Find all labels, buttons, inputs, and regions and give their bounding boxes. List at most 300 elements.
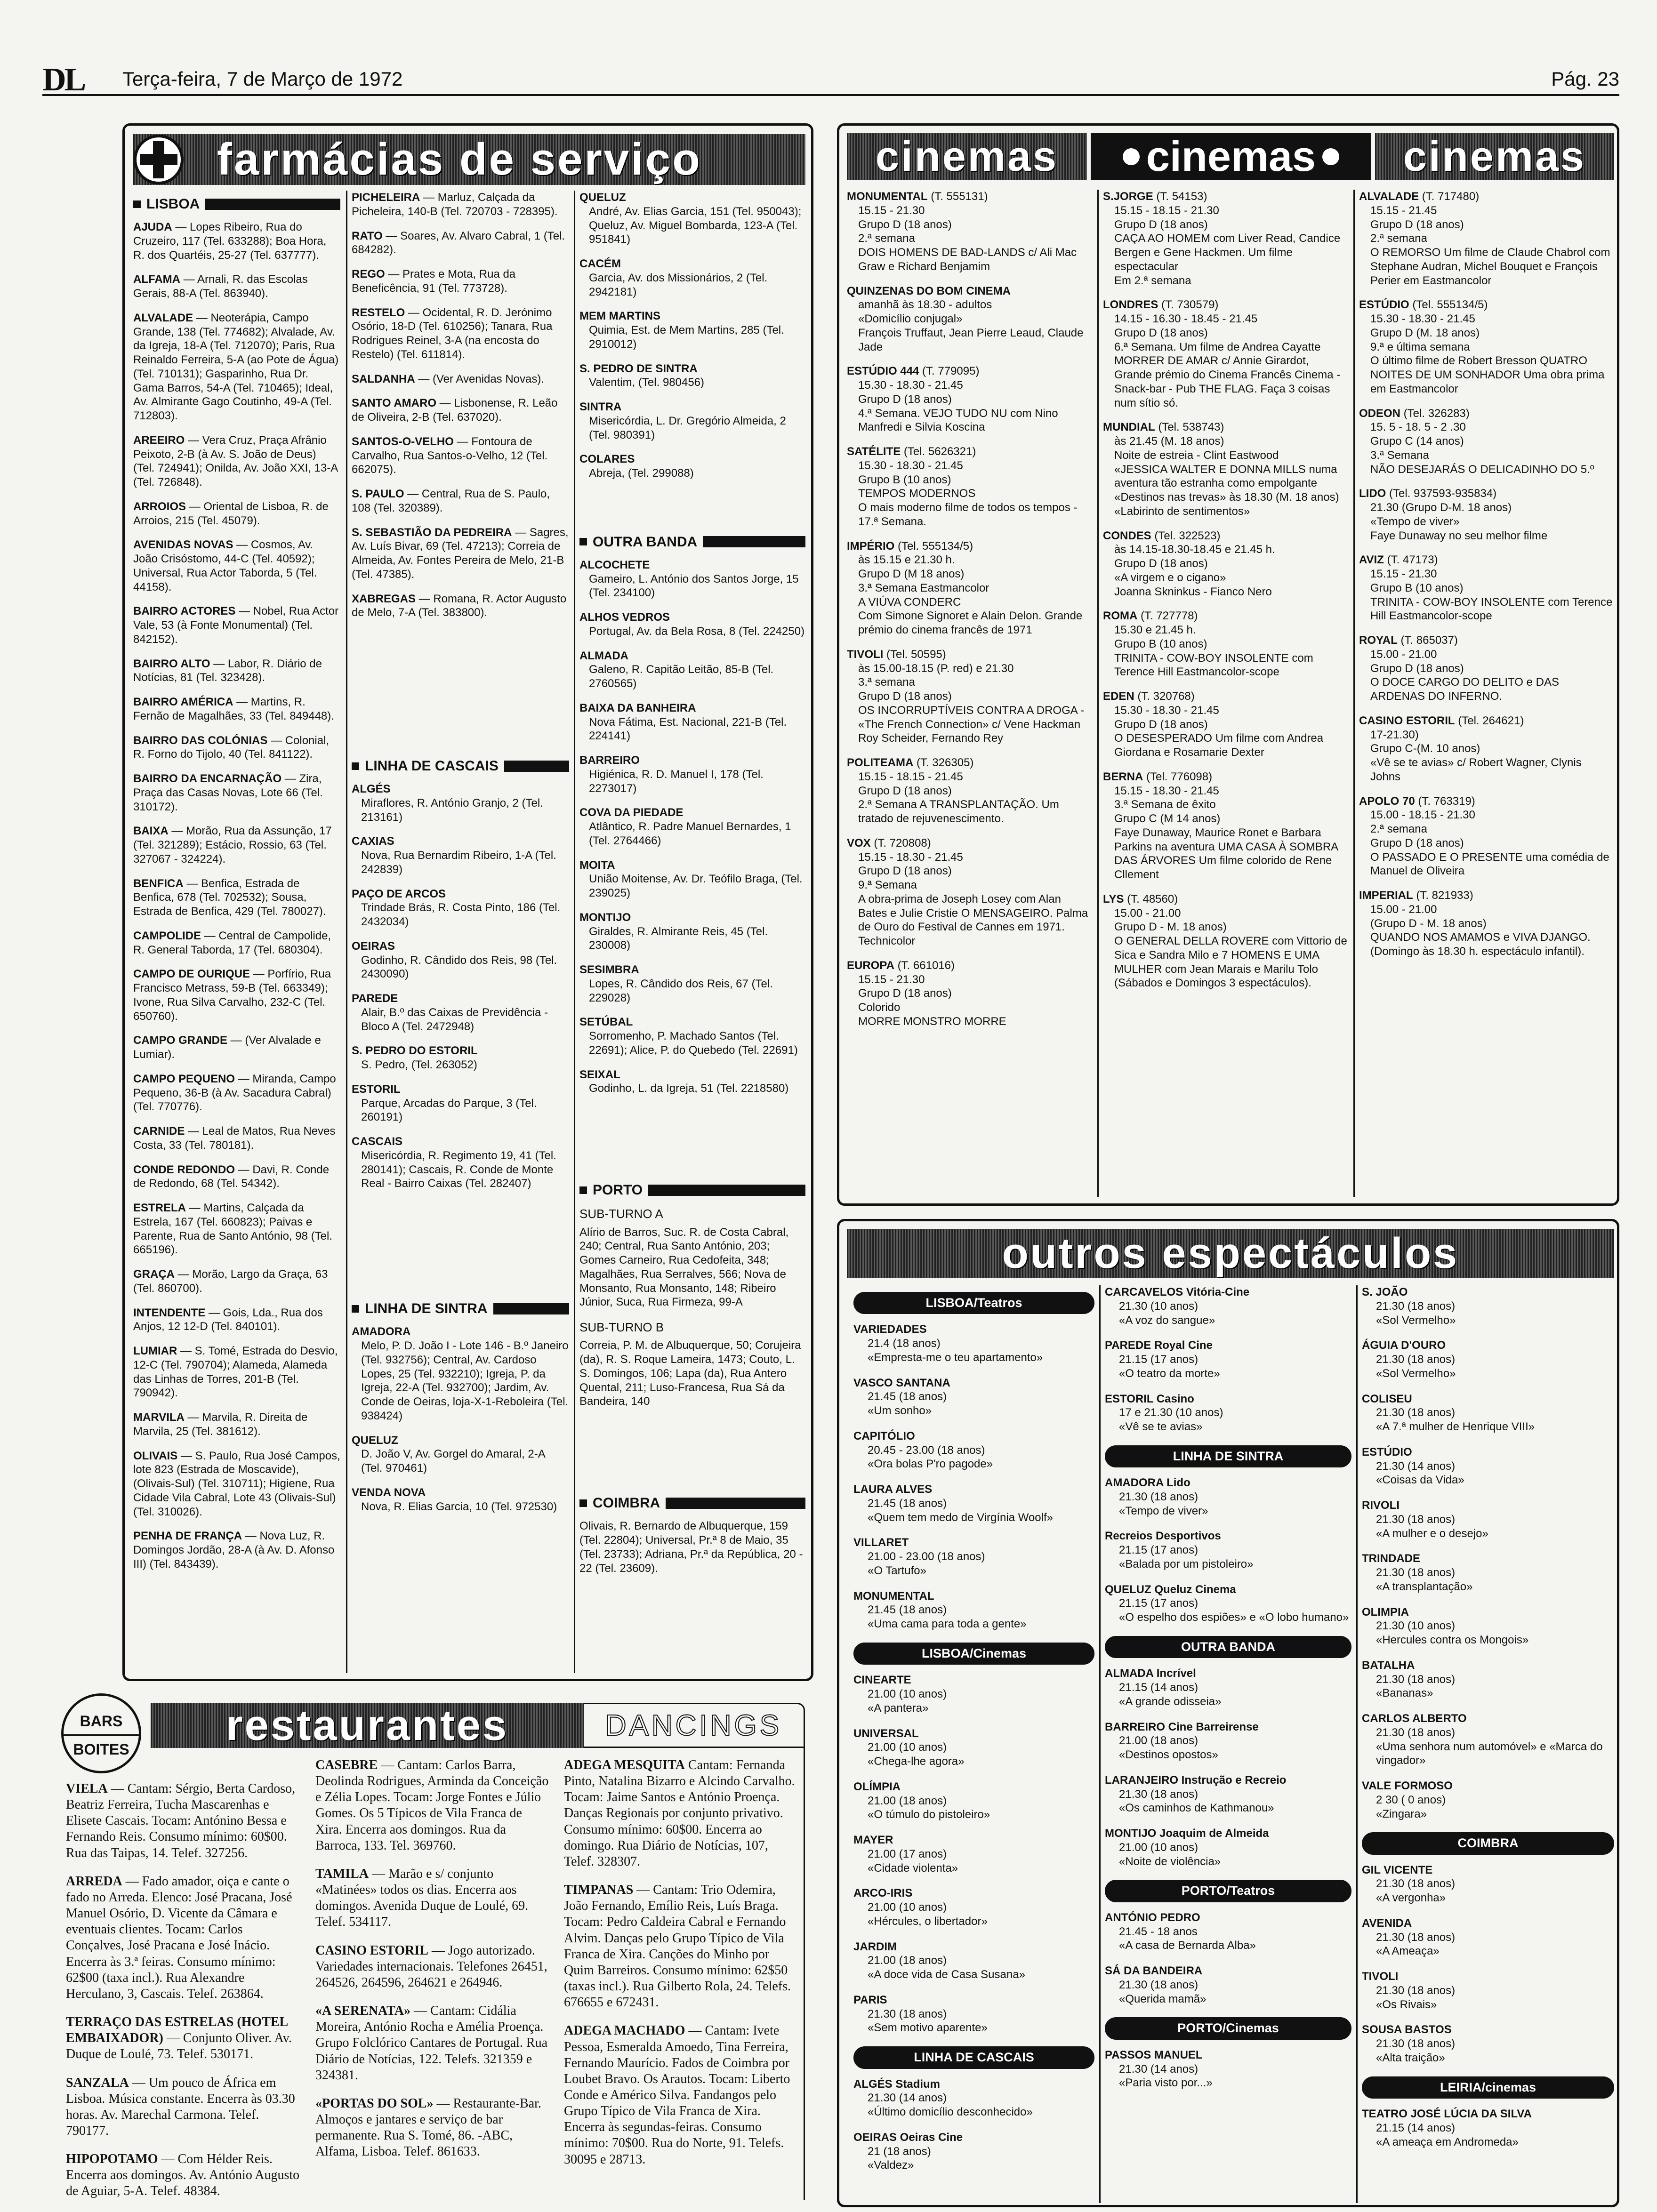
pharmacy-entry (133, 500, 340, 528)
pharmacy-details: Godinho, R. Cândido dos Reis, 98 (Tel. 2430090) (361, 954, 557, 981)
cinema-title: CONDES (1103, 529, 1151, 542)
cinema-line: Grupo D (18 anos) (858, 218, 952, 231)
cinema-entry (1359, 889, 1613, 959)
cinema-phone: (Tel. 538743) (1155, 421, 1224, 434)
cinema-name (1103, 529, 1348, 543)
show-entry (1105, 1773, 1351, 1815)
show-line: «O túmulo do pistoleiro» (868, 1808, 990, 1821)
cinema-line: às 15.00-18.15 (P. red) e 21.30 (858, 662, 1014, 675)
cinema-line: 3.ª Semana Eastmancolor (858, 581, 989, 594)
cinema-entry (847, 190, 1092, 274)
show-entry (853, 1940, 1094, 1982)
cinema-name (847, 364, 1092, 378)
cinema-title: ALVALADE (1359, 190, 1419, 203)
restaurant-entry (564, 2023, 799, 2167)
cinema-entry (847, 364, 1092, 434)
cinema-line: 21.30 (Grupo D-M. 18 anos) (1370, 501, 1512, 514)
show-line: 21.4 (18 anos) (868, 1337, 941, 1350)
cinema-name (1359, 889, 1613, 903)
pharmacy-details: — Benfica, Estrada de Benfica, 678 (Tel. 702532); Sousa, Estrada de Benfica, 429 (Tel. 780027). (133, 877, 326, 918)
pharmacy-entry (579, 806, 805, 848)
cinema-phone: (T. 555131) (927, 190, 988, 203)
show-line: «Um sonho» (868, 1404, 932, 1418)
cinema-phone: (T. 54153) (1153, 190, 1207, 203)
cinema-entry (1103, 420, 1348, 518)
show-line: «A doce vida de Casa Susana» (868, 1968, 1025, 1981)
show-entry (1362, 2107, 1614, 2149)
show-line: 21.30 (18 anos) (1376, 1673, 1456, 1686)
pharmacy-area: BAIRRO ALTO (133, 657, 210, 670)
cinema-entry (1359, 407, 1613, 477)
cinema-line: 15. 5 - 18. 5 - 2 .30 (1370, 421, 1466, 434)
show-entry (1105, 1720, 1351, 1762)
show-line: 21.00 (10 anos) (1119, 1841, 1199, 1854)
show-venue: VASCO SANTANA (853, 1376, 950, 1389)
restaurant-details: — Fado amador, oiça e cante o fado no Arreda. Elenco: José Pracana, José Manuel Osório, D. Vicente da Câmara e eventuais clientes. Tocam: Carlos Conçalves, José Pracana e José Inácio. Encerra às 3.ª feiras. Consumo mínimo: 62$00 (taxa incl.). Rua Alexandre Herculano, 3, Cascais. Telef. 263864. (66, 1874, 292, 2001)
pharmacy-entry (579, 963, 805, 1005)
cinema-line: Faye Dunaway no seu melhor filme (1370, 529, 1548, 542)
pharmacy-entry (579, 1015, 805, 1057)
pharmacy-details: Misericórdia, L. Dr. Gregório Almeida, 2 (Tel. 980391) (589, 414, 786, 441)
pharmacies-col-3 (579, 191, 805, 1678)
restaurant-details: — Com Hélder Reis. Encerra aos domingos. Av. António Augusto de Aguiar, 5-A. Telef. 48384. (66, 2152, 300, 2199)
cinema-title: ESTÚDIO 444 (847, 365, 919, 378)
cinema-title: EDEN (1103, 690, 1134, 703)
cinema-entry (847, 284, 1092, 354)
restaurant-details: — Conjunto Oliver. Av. Duque de Loulé, 73. Telef. 530171. (66, 2031, 292, 2062)
cascais-heading (352, 757, 569, 775)
show-line: 21.30 (18 anos) (868, 2007, 947, 2020)
cinema-phone: (T. 730579) (1158, 298, 1219, 312)
cinema-line: 15.30 - 18.30 - 21.45 (858, 379, 963, 392)
show-line: «A casa de Bernarda Alba» (1119, 1939, 1256, 1952)
show-entry (1362, 1338, 1614, 1380)
cinemas-banner-left-text: cinemas (875, 133, 1059, 180)
cinema-line: 6.ª Semana. Um filme de Andrea Cayatte MORRER DE AMAR c/ Annie Girardot, Grande prémio do Cinema Francês Cinema - Snack-bar - Pub THE FLAG. Faça 3 coisas num sítio só. (1114, 340, 1341, 409)
cinema-line: Grupo D (18 anos) (858, 690, 952, 703)
cinemas-col-3 (1359, 190, 1613, 1202)
cinema-line: «A virgem e o cigano» (1114, 571, 1226, 584)
show-entry (1362, 1779, 1614, 1821)
restaurant-details: — Cantam: Trio Odemira, João Fernando, Emílio Reis, Luís Braga. Tocam: Pedro Caldeira Cabral e Fernando Alvim. Danças pelo Grupo Típico de Vila Franca de Xira. Canções do Minho por Quim Barreiros. Consumo mínimo: 62$50 (taxas incl.). Rua Gilberto Rola, 24. Telefs. 676655 e 672431. (564, 1883, 791, 2010)
cinema-line: Noite de estreia - Clint Eastwood (1114, 449, 1279, 462)
pharmacy-entry (352, 782, 569, 824)
cinemas-banner-mid (1091, 133, 1371, 180)
pharmacy-details: — S. Paulo, Rua José Campos, lote 823 (Estrada de Moscavide), (Olivais-Sul) (Tel. 310711); Higiene, Rua Cidade Vila Cabral, Lote 43 (Olivais-Sul) (Tel. 310026). (133, 1449, 340, 1518)
cinema-line: 15.30 - 18.30 - 21.45 (858, 459, 963, 472)
cinema-line: 15.15 - 18.30 - 21.45 (1114, 784, 1219, 797)
cinema-line: 15.00 - 21.00 (1114, 906, 1181, 920)
pharmacy-details: — (Ver Avenidas Novas). (415, 372, 545, 385)
pharmacy-details: Giraldes, R. Almirante Reis, 45 (Tel. 230008) (589, 925, 768, 952)
bullet-icon (1322, 148, 1339, 165)
show-venue: ARCO-IRIS (853, 1887, 913, 1900)
show-line: 21.30 (18 anos) (1376, 1353, 1456, 1366)
pharmacy-area: AREEIRO (133, 433, 185, 447)
badge-bars-label: BARS (80, 1713, 123, 1730)
page-number: Pág. 23 (1551, 68, 1619, 90)
cinema-name (1359, 298, 1613, 312)
show-venue: OEIRAS Oeiras Cine (853, 2131, 963, 2144)
pharmacy-details: Lopes, R. Cândido dos Reis, 67 (Tel. 229028) (589, 977, 773, 1004)
cinema-phone: (T. 717480) (1419, 190, 1480, 203)
pharmacy-details: — Morão, Rua da Assunção, 17 (Tel. 321289); Estácio, Rossio, 63 (Tel. 327067 - 324224). (133, 825, 332, 866)
outra-banda-heading (579, 533, 805, 551)
outros-banner-title: outros espectáculos (1002, 1229, 1459, 1277)
pharmacy-area: ALCOCHETE (579, 558, 650, 571)
sintra-title: LINHA DE SINTRA (365, 1301, 488, 1317)
pharmacy-area: ALMADA (579, 649, 628, 662)
show-line: 21.45 - 18 anos (1119, 1925, 1198, 1938)
cinema-line: Grupo D (18 anos) (1370, 662, 1464, 675)
pharmacy-area: GRAÇA (133, 1268, 175, 1281)
show-entry (1105, 1476, 1351, 1518)
pharmacy-details: Godinho, L. da Igreja, 51 (Tel. 2218580) (589, 1082, 789, 1095)
porto-b-text: Correia, P. M. de Albuquerque, 50; Corujeira (da), R. S. Roque Lameira, 1473; Couto, L. S. Domingos, 106; Lapa (da), Rua Antero Quental, 211; Luso-Francesa, Rua Sá da Bandeira, 140 (579, 1339, 801, 1408)
outra-banda-list (1105, 1667, 1351, 1868)
restaurant-name: ADEGA MESQUITA (564, 1758, 685, 1772)
show-line: «Noite de violência» (1119, 1855, 1221, 1868)
cinema-entry (1359, 794, 1613, 879)
pharmacy-area: CAXIAS (352, 835, 394, 848)
pharmacy-area: BAIRRO AMÉRICA (133, 696, 233, 709)
pharmacy-area: CAMPOLIDE (133, 929, 201, 942)
page-header (42, 61, 1619, 96)
show-venue: VALE FORMOSO (1362, 1779, 1453, 1792)
section-bar (648, 1185, 805, 1196)
pharmacy-details: Trindade Brás, R. Costa Pinto, 186 (Tel. 2432034) (361, 901, 561, 929)
cinema-line: 15.00 - 18.15 - 21.30 (1370, 809, 1475, 822)
show-venue: ESTORIL Casino (1105, 1392, 1194, 1405)
cinema-name (847, 836, 1092, 850)
cinema-name (847, 756, 1092, 770)
pharmacy-details: Nova Fátima, Est. Nacional, 221-B (Tel. 224141) (589, 715, 787, 743)
pharmacy-area: MARVILA (133, 1411, 185, 1424)
restaurant-name: TIMPANAS (564, 1883, 634, 1898)
show-line: 21.30 (14 anos) (1119, 2062, 1199, 2076)
pharmacy-entry (352, 372, 569, 386)
pharmacy-details: Nova, R. Elias Garcia, 10 (Tel. 972530) (361, 1500, 557, 1513)
show-entry (1362, 2023, 1614, 2065)
pharmacy-details: União Moitense, Av. Dr. Teófilo Braga, (Tel. 239025) (589, 873, 803, 900)
cinema-title: IMPERIAL (1359, 889, 1413, 902)
pharmacy-entry (352, 267, 569, 296)
show-venue: CARCAVELOS Vitória-Cine (1105, 1286, 1250, 1298)
cinema-line: 15.15 - 21.30 (1370, 568, 1437, 580)
pharmacy-area: ESTRELA (133, 1202, 186, 1215)
cinema-phone: (T. 47173) (1384, 553, 1438, 567)
sintra-list (352, 1325, 569, 1514)
pharmacy-area: ALVALADE (133, 311, 193, 324)
restaurant-details: — Jogo autorizado. Variedades internacionais. Telefones 26451, 264526, 264596, 264621 e 264946. (315, 1943, 547, 1990)
pharmacy-entry (133, 929, 340, 957)
pharmacy-area: VENDA NOVA (352, 1486, 426, 1499)
pharmacy-area: CACÉM (579, 257, 621, 270)
outra-banda-title: OUTRA BANDA (593, 534, 698, 550)
pharmacy-details: Alair, B.º das Caixas de Previdência - Bloco A (Tel. 2472948) (361, 1006, 548, 1033)
cinema-title: LONDRES (1103, 298, 1158, 312)
pharmacy-details: André, Av. Elias Garcia, 151 (Tel. 950043); Queluz, Av. Miguel Bombarda, 123-A (Tel. 951841) (589, 205, 802, 246)
pharmacy-details: Misericórdia, R. Regimento 19, 41 (Tel. 280141); Cascais, R. Conde de Monte Real - Bairro Caixas (Tel. 282407) (361, 1149, 556, 1190)
pharmacy-details: Higiénica, R. D. Manuel I, 178 (Tel. 2273017) (589, 768, 764, 795)
show-venue: TIVOLI (1362, 1970, 1399, 1983)
show-line: 21.00 (17 anos) (868, 1847, 947, 1860)
badge-boites-label: BOITES (64, 1734, 139, 1757)
panel-border-right (804, 1748, 805, 2200)
show-venue: PARIS (853, 1993, 887, 2006)
pharmacy-details: Valentim, (Tel. 980456) (589, 376, 705, 389)
pharmacy-details: — Colonial, R. Forno do Tijolo, 40 (Tel. 841122). (133, 734, 330, 761)
show-line: 21.30 (18 anos) (1119, 1787, 1199, 1801)
pharmacy-entry (133, 311, 340, 423)
cascais-header: LINHA DE CASCAIS (853, 2046, 1094, 2068)
restaurants-banner-title: restaurantes (225, 1701, 509, 1749)
show-line: «A ameaça em Andromeda» (1376, 2135, 1519, 2148)
pharmacy-area: S. PEDRO DE SINTRA (579, 362, 698, 375)
cinema-line: 17-21.30) (1370, 728, 1419, 741)
cinema-phone: (T. 821933) (1413, 889, 1473, 902)
pharmacy-entry (133, 967, 340, 1023)
cinema-line: TRINITA - COW-BOY INSOLENTE com Terence Hill Eastmancolor-scope (1370, 595, 1613, 623)
show-line: «A transplantação» (1376, 1580, 1473, 1593)
show-line: «Sem motivo aparente» (868, 2021, 988, 2035)
pharmacy-entry (352, 592, 569, 620)
pharmacy-details: — Vera Cruz, Praça Afrânio Peixoto, 2-B (à Av. S. João de Deus) (Tel. 724941); Onilda, Av. João XXI, 13-A (Tel. 726848). (133, 433, 338, 489)
show-line: 20.45 - 23.00 (18 anos) (868, 1443, 985, 1457)
pharmacy-area: SANTO AMARO (352, 397, 436, 410)
restaurant-name: TAMILA (315, 1866, 369, 1881)
cinema-name (1103, 689, 1348, 704)
cinema-line: 15.15 - 21.45 (1370, 204, 1437, 217)
pharmacy-area: SESIMBRA (579, 963, 639, 977)
show-line: «O Tartufo» (868, 1564, 926, 1577)
show-line: 21.15 (17 anos) (1119, 1544, 1199, 1557)
restaurant-entry (315, 1757, 551, 1854)
pharmacy-details: — Morão, Largo da Graça, 63 (Tel. 860700). (133, 1268, 328, 1295)
cinema-phone: (Tel. 555134/5) (894, 539, 973, 553)
show-line: «Os Rivais» (1376, 1998, 1437, 2011)
show-venue: LARANJEIRO Instrução e Recreio (1105, 1773, 1287, 1787)
cinema-line: A obra-prima de Joseph Losey com Alan Bates e Julie Cristie O MENSAGEIRO. Palma de Ouro do Festival de Cannes em 1971. Technicolor (858, 892, 1088, 947)
show-line: «Chega-lhe agora» (868, 1755, 965, 1768)
cinema-entry (1359, 487, 1613, 543)
show-line: 17 e 21.30 (10 anos) (1119, 1406, 1223, 1419)
show-line: «O teatro da morte» (1119, 1367, 1220, 1380)
section-bar (504, 761, 569, 772)
restaurant-entry (66, 1874, 301, 2002)
show-line: 21.30 (10 anos) (1376, 1619, 1456, 1633)
restaurant-details: — Restaurante-Bar. Almoços e jantares e serviço de bar permanente. Rua S. Tomé, 86. -ABC, Alfama, Lisboa. Telef. 861633. (315, 2096, 541, 2159)
column-rule (1097, 190, 1099, 1197)
cinema-line: 4.ª Semana. VEJO TUDO NU com Nino Manfredi e Silvia Koscina (858, 407, 1058, 434)
section-square-icon (352, 762, 359, 770)
show-line: 21.30 (18 anos) (1376, 1877, 1456, 1891)
sintra-header: LINHA DE SINTRA (1105, 1445, 1351, 1467)
show-venue: MONTIJO Joaquim de Almeida (1105, 1827, 1269, 1840)
show-entry (853, 1673, 1094, 1715)
cinema-name (1359, 794, 1613, 809)
show-venue: LAURA ALVES (853, 1483, 933, 1496)
restaurant-entry (564, 1882, 799, 2011)
cinemas-banner-right (1375, 133, 1614, 180)
cinema-phone: (T. 661016) (894, 959, 955, 972)
pharmacy-entry (352, 487, 569, 515)
cinema-line: CAÇA AO HOMEM com Liver Read, Candice Bergen e Gene Hackmen. Um filme espectacular (1114, 232, 1341, 273)
section-bar (703, 536, 805, 547)
show-line: «A 7.ª mulher de Henrique VIII» (1376, 1420, 1535, 1433)
show-venue: ESTÚDIO (1362, 1445, 1412, 1459)
show-entry (1105, 1583, 1351, 1625)
pharmacy-area: S. PEDRO DO ESTORIL (352, 1044, 478, 1058)
pharmacy-details: — Neoterápia, Campo Grande, 138 (Tel. 774682); Alvalade, Av. da Igreja, 18-A (Tel. 712070); Paris, Rua Reinaldo Ferreira, 5-A (ao Pote de Água) (Tel. 710131); Gasparinho, Rua Dr. Gama Barros, 54-A (Tel. 710465); Ideal, Av. Almirante Gago Coutinho, 49-A (Tel. 712803). (133, 311, 339, 423)
pharmacy-entry (133, 1411, 340, 1439)
show-line: 21.30 (10 anos) (1119, 1299, 1199, 1313)
cinema-line: 2.ª semana (1370, 823, 1427, 835)
cascais-list (352, 782, 569, 1191)
show-line: «Vê se te avias» (1119, 1420, 1203, 1433)
restaurants-panel (61, 1693, 814, 2206)
column-rule (346, 191, 347, 1673)
pharmacy-area: RESTELO (352, 306, 405, 319)
pharmacy-details: Galeno, R. Capitão Leitão, 85-B (Tel. 2760565) (589, 663, 774, 690)
show-venue: ALGÉS Stadium (853, 2077, 941, 2091)
pharmacy-entry (133, 877, 340, 919)
show-line: «Quem tem medo de Virgínia Woolf» (868, 1511, 1053, 1524)
cinema-name (847, 284, 1092, 298)
cinema-entry (1103, 770, 1348, 882)
show-venue: ALMADA Incrível (1105, 1667, 1196, 1680)
show-line: 21.00 (10 anos) (868, 1741, 947, 1754)
pharmacy-entry (133, 272, 340, 301)
show-line: «Cidade violenta» (868, 1861, 958, 1875)
pharmacy-details: — Nobel, Rua Actor Vale, 53 (à Fonte Monumental) (Tel. 842152). (133, 605, 339, 646)
pharmacy-entry (352, 1135, 569, 1191)
pharmacy-details: — Labor, R. Diário de Notícias, 81 (Tel. 323428). (133, 657, 322, 684)
restaurant-name: HIPOPOTAMO (66, 2152, 158, 2167)
show-line: 21.00 (18 anos) (868, 1794, 947, 1807)
cinema-name (1359, 407, 1613, 421)
pharmacy-details: — Lopes Ribeiro, Rua do Cruzeiro, 117 (Tel. 633288); Boa Hora, R. dos Quartéis, 25-27 (Tel. 637777). (133, 221, 327, 262)
cinema-phone: (Tel. 264621) (1455, 714, 1524, 727)
pharmacy-area: XABREGAS (352, 592, 416, 605)
pharmacy-area: PENHA DE FRANÇA (133, 1530, 242, 1543)
linha-cascais-cont-list (1105, 1285, 1351, 1434)
show-line: 21.30 (18 anos) (1376, 1406, 1456, 1419)
cinema-line: 15.30 - 18.30 - 21.45 (1370, 313, 1475, 325)
cinema-line: «Domicílio conjugal» (858, 313, 963, 325)
cinema-line: Grupo D (18 anos) (858, 393, 952, 406)
cinemas-panel (837, 123, 1619, 1206)
show-entry (853, 2131, 1094, 2172)
cinema-line: 15.15 - 21.30 (858, 204, 925, 217)
cinema-title: AVIZ (1359, 553, 1384, 567)
pharmacy-area: BENFICA (133, 877, 184, 890)
show-venue: AVENIDA (1362, 1916, 1412, 1930)
cinema-entry (1103, 689, 1348, 760)
show-line: 21.15 (14 anos) (1376, 2121, 1456, 2134)
show-venue: CINEARTE (853, 1674, 911, 1687)
show-entry (1105, 1667, 1351, 1708)
coimbra-list (1362, 1863, 1614, 2065)
pharmacy-area: BAIRRO ACTORES (133, 605, 236, 618)
show-entry (1105, 1964, 1351, 2006)
sintra-list (1105, 1476, 1351, 1625)
show-venue: AMADORA Lido (1105, 1476, 1190, 1490)
show-entry (1362, 1863, 1614, 1905)
pharmacy-area: OEIRAS (352, 939, 395, 953)
cinema-phone: (T. 727778) (1137, 609, 1198, 623)
show-entry (853, 2077, 1094, 2119)
cinema-line: Grupo D (18 anos) (858, 987, 952, 1000)
pharmacy-area: COVA DA PIEDADE (579, 806, 684, 819)
restaurant-entry (66, 2014, 301, 2062)
cinema-title: POLITEAMA (847, 756, 914, 769)
cinema-entry (1103, 298, 1348, 410)
cinema-line: TEMPOS MODERNOS (858, 487, 976, 500)
pharmacy-entry (352, 887, 569, 929)
cinema-title: TIVOLI (847, 648, 884, 661)
pharmacy-details: — (Ver Alvalade e Lumiar). (133, 1034, 321, 1061)
section-bar (205, 199, 340, 210)
restaurants-col-1 (66, 1781, 301, 2204)
pharmacy-area: ALGÉS (352, 783, 391, 796)
cinema-line: O DESESPERADO Um filme com Andrea Giordana e Rosamarie Dexter (1114, 732, 1324, 759)
show-entry (853, 1429, 1094, 1471)
cinema-entry (1103, 190, 1348, 288)
show-venue: COLISEU (1362, 1392, 1412, 1405)
outra-banda-header: OUTRA BANDA (1105, 1636, 1351, 1658)
cinema-name (1359, 633, 1613, 648)
lisboa-cinemas-header: LISBOA/Cinemas (853, 1643, 1094, 1665)
cinema-entry (847, 445, 1092, 529)
pharmacy-details: — Romana, R. Actor Augusto de Melo, 7-A (Tel. 383800). (352, 592, 567, 619)
restaurant-details: — Cantam: Cidália Moreira, António Rocha e Amélia Proença. Grupo Folclórico Cantares de Portugal. Rua Diário de Notícias, 122. Telefs. 321359 e 324381. (315, 2004, 548, 2083)
pharmacy-details: — Fontoura de Carvalho, Rua Santos-o-Velho, 12 (Tel. 662075). (352, 435, 548, 476)
cinema-phone: (Tel. 50595) (883, 648, 946, 661)
show-entry (1105, 1529, 1351, 1571)
pharmacy-area: CAMPO PEQUENO (133, 1072, 235, 1085)
show-line: «Tempo de viver» (1119, 1504, 1208, 1517)
cinema-line: «Vê se te avias» c/ Robert Wagner, Clynis Johns (1370, 756, 1582, 783)
pharmacy-area: CAMPO GRANDE (133, 1034, 228, 1047)
cinema-entry (1359, 553, 1613, 623)
pharmacy-entry (133, 772, 340, 814)
pharmacies-col-1 (133, 191, 340, 1678)
porto-heading (579, 1181, 805, 1199)
pharmacy-area: SINTRA (579, 401, 622, 413)
show-entry (1105, 1338, 1351, 1380)
pharmacy-details: — S. Tomé, Estrada do Desvio, 12-C (Tel. 790704); Alameda, Alameda das Linhas de Torres, 201-B (Tel. 790942). (133, 1345, 338, 1400)
cinema-title: ODEON (1359, 407, 1401, 420)
issue-date: Terça-feira, 7 de Março de 1972 (122, 68, 403, 90)
pharmacy-entry (133, 1306, 340, 1334)
show-line: «A mulher e o desejo» (1376, 1527, 1488, 1540)
show-venue: OLIMPIA (1362, 1605, 1409, 1619)
show-line: 21 (18 anos) (868, 2145, 931, 2158)
cinema-line: 15.30 e 21.45 h. (1114, 624, 1196, 636)
cinema-line: Grupo D (18 anos) (858, 865, 952, 878)
pharmacy-entry (133, 1072, 340, 1114)
pharmacy-entry (579, 362, 805, 390)
pharmacy-details: — Martins, R. Fernão de Magalhães, 33 (Tel. 849448). (133, 696, 334, 722)
pharmacy-entry (579, 610, 805, 639)
lisboa-teatros-list (853, 1322, 1094, 1631)
show-venue: ÁGUIA D'OURO (1362, 1339, 1446, 1352)
cinema-entry (1103, 892, 1348, 990)
pharmacy-entry (352, 1082, 569, 1124)
pharmacy-entry (579, 309, 805, 351)
pharmacy-details: — Martins, Calçada da Estrela, 167 (Tel. 660823); Paivas e Parente, Rua de Santo António, 98 (Tel. 665196). (133, 1202, 332, 1257)
